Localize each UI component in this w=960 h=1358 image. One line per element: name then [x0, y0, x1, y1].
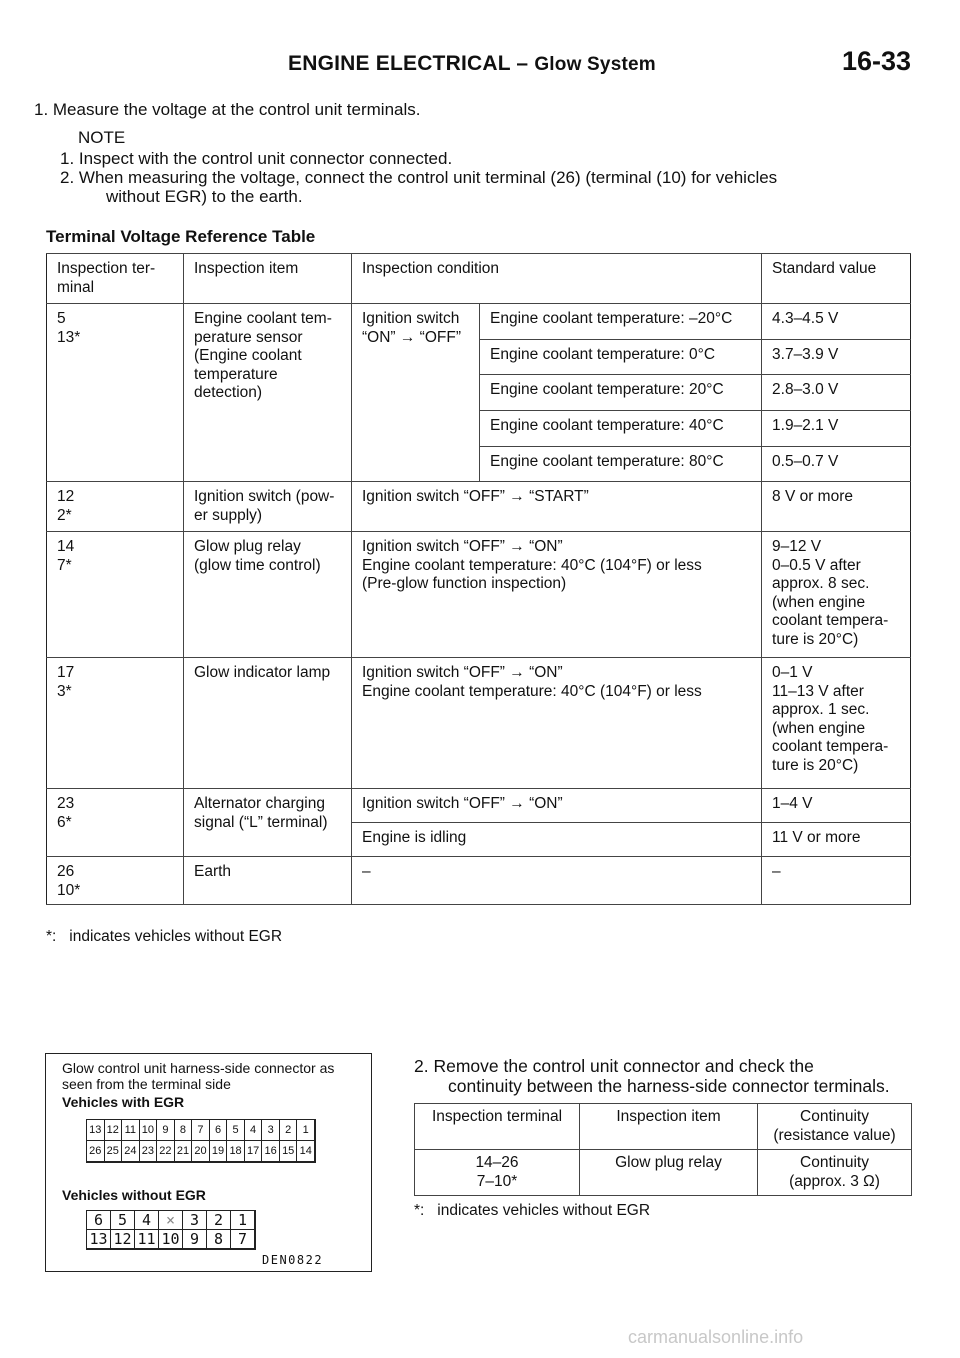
connector-figure-title: Glow control unit harness-side connector as seen from the terminal side	[62, 1060, 335, 1092]
table-row	[47, 857, 911, 905]
row-5-sub-1-value: 1–4 V	[762, 789, 911, 823]
connector-pin: 3	[262, 1120, 280, 1141]
connector-pin: 5	[227, 1120, 245, 1141]
table-row	[47, 658, 911, 789]
row-3-condition: Ignition switch “OFF” → “ON” Engine coolant temperature: 40°C (104°F) or less (Pre-glow function inspection)	[352, 532, 762, 658]
row-1-sub-2-value: 3.7–3.9 V	[762, 340, 911, 375]
connector-pin: 6	[87, 1211, 111, 1230]
connector-pin: 13	[87, 1120, 105, 1141]
connector-pin: 26	[87, 1141, 105, 1162]
row-1-sub-3-condition: Engine coolant temperature: 20°C	[480, 375, 762, 411]
connector-pin: 17	[245, 1141, 263, 1162]
note-label: NOTE	[78, 128, 126, 147]
row-4-condition: Ignition switch “OFF” → “ON” Engine coolant temperature: 40°C (104°F) or less	[352, 658, 762, 789]
egr-label: Vehicles with EGR	[62, 1094, 185, 1110]
row-5-terminal: 23 6*	[47, 789, 184, 857]
step-2-line-1: 2. Remove the control unit connector and check the	[414, 1056, 814, 1076]
connector-pin: 1	[297, 1120, 315, 1141]
step-2-line-2: continuity between the harness-side connector terminals.	[448, 1076, 890, 1096]
table-row	[47, 789, 911, 823]
footnote: *: indicates vehicles without EGR	[46, 928, 283, 945]
ct-continuity: Continuity (approx. 3 Ω)	[758, 1150, 912, 1196]
connector-pin: 18	[227, 1141, 245, 1162]
connector-pin: 13	[87, 1230, 111, 1249]
terminal-voltage-table	[46, 253, 911, 905]
connector-pin: 1	[231, 1211, 255, 1230]
connector-pin: 12	[105, 1120, 123, 1141]
page-header-title	[288, 52, 656, 76]
row-2-value: 8 V or more	[762, 482, 911, 532]
page-number: 16-33	[842, 46, 912, 76]
no-egr-connector-diagram	[86, 1210, 256, 1250]
row-6-value: –	[762, 857, 911, 905]
connector-pin: 7	[231, 1230, 255, 1249]
table-row	[47, 532, 911, 658]
footnote-2: *: indicates vehicles without EGR	[414, 1202, 651, 1219]
row-1-sub-2-condition: Engine coolant temperature: 0°C	[480, 340, 762, 375]
connector-pin: 4	[135, 1211, 159, 1230]
row-5-sub-1-condition: Ignition switch “OFF” → “ON”	[352, 789, 762, 823]
connector-pin: 9	[157, 1120, 175, 1141]
connector-blank-pin: ×	[159, 1211, 183, 1230]
table-title: Terminal Voltage Reference Table	[46, 227, 316, 246]
connector-pin: 15	[280, 1141, 298, 1162]
connector-pin: 23	[140, 1141, 158, 1162]
ct-header-continuity: Continuity (resistance value)	[758, 1104, 912, 1150]
header-terminal: Inspection ter- minal	[47, 254, 184, 304]
row-6-terminal: 26 10*	[47, 857, 184, 905]
watermark: carmanualsonline.info	[628, 1327, 804, 1347]
connector-pin: 14	[297, 1141, 315, 1162]
table-row	[47, 482, 911, 532]
row-1-sub-4-value: 1.9–2.1 V	[762, 411, 911, 447]
row-5-sub-2-condition: Engine is idling	[352, 823, 762, 857]
note-2-line-2: without EGR) to the earth.	[106, 187, 303, 206]
row-4-item: Glow indicator lamp	[184, 658, 352, 789]
row-5-item: Alternator charging signal (“L” terminal)	[184, 789, 352, 857]
row-1-sub-3-value: 2.8–3.0 V	[762, 375, 911, 411]
ct-item: Glow plug relay	[580, 1150, 758, 1196]
header-condition: Inspection condition	[352, 254, 762, 304]
row-2-condition: Ignition switch “OFF” → “START”	[352, 482, 762, 532]
header-item: Inspection item	[184, 254, 352, 304]
row-6-condition: –	[352, 857, 762, 905]
connector-pin: 4	[245, 1120, 263, 1141]
connector-pin: 5	[111, 1211, 135, 1230]
row-1-sub-1-value: 4.3–4.5 V	[762, 304, 911, 340]
row-1-sub-1-condition: Engine coolant temperature: –20°C	[480, 304, 762, 340]
connector-pin: 3	[183, 1211, 207, 1230]
connector-pin: 8	[175, 1120, 193, 1141]
table-row	[47, 304, 911, 340]
row-5-sub-2-value: 11 V or more	[762, 823, 911, 857]
row-1-sub-4-condition: Engine coolant temperature: 40°C	[480, 411, 762, 447]
header-standard: Standard value	[762, 254, 911, 304]
row-3-terminal: 14 7*	[47, 532, 184, 658]
connector-pin: 12	[111, 1230, 135, 1249]
ct-header-item: Inspection item	[580, 1104, 758, 1150]
connector-pin: 7	[192, 1120, 210, 1141]
table-row	[415, 1150, 912, 1196]
row-2-terminal: 12 2*	[47, 482, 184, 532]
connector-pin: 8	[207, 1230, 231, 1249]
section-subtitle: Glow System	[534, 54, 656, 75]
note-2-line-1: 2. When measuring the voltage, connect the control unit terminal (26) (terminal (10) for vehicles	[60, 168, 778, 187]
connector-pin: 16	[262, 1141, 280, 1162]
figure-code: DEN0822	[262, 1253, 324, 1267]
connector-pin: 2	[207, 1211, 231, 1230]
egr-connector-diagram	[86, 1119, 316, 1163]
row-4-value: 0–1 V 11–13 V after approx. 1 sec. (when engine coolant tempera- ture is 20°C)	[762, 658, 911, 789]
connector-pin: 11	[122, 1120, 140, 1141]
row-4-terminal: 17 3*	[47, 658, 184, 789]
row-1-sub-5-condition: Engine coolant temperature: 80°C	[480, 447, 762, 482]
connector-pin: 21	[175, 1141, 193, 1162]
connector-pin: 19	[210, 1141, 228, 1162]
step-1-text: 1. Measure the voltage at the control unit terminals.	[34, 100, 421, 119]
continuity-table	[414, 1103, 912, 1196]
connector-pin: 6	[210, 1120, 228, 1141]
section-title: ENGINE ELECTRICAL –	[288, 52, 529, 75]
continuity-header-row	[415, 1104, 912, 1150]
row-3-value: 9–12 V 0–0.5 V after approx. 8 sec. (when engine coolant tempera- ture is 20°C)	[762, 532, 911, 658]
row-1-condition-main: Ignition switch “ON” → “OFF”	[352, 304, 480, 482]
connector-pin: 10	[159, 1230, 183, 1249]
connector-pin: 9	[183, 1230, 207, 1249]
note-1: 1. Inspect with the control unit connector connected.	[60, 149, 453, 168]
table-header-row	[47, 254, 911, 304]
row-6-item: Earth	[184, 857, 352, 905]
row-1-sub-5-value: 0.5–0.7 V	[762, 447, 911, 482]
connector-pin: 25	[105, 1141, 123, 1162]
connector-pin: 11	[135, 1230, 159, 1249]
row-1-item: Engine coolant tem- perature sensor (Engine coolant temperature detection)	[184, 304, 352, 482]
connector-pin: 2	[280, 1120, 298, 1141]
row-3-item: Glow plug relay (glow time control)	[184, 532, 352, 658]
ct-terminal: 14–26 7–10*	[415, 1150, 580, 1196]
connector-pin: 22	[157, 1141, 175, 1162]
connector-pin: 20	[192, 1141, 210, 1162]
connector-figure	[45, 1053, 372, 1272]
row-2-item: Ignition switch (pow- er supply)	[184, 482, 352, 532]
ct-header-terminal: Inspection terminal	[415, 1104, 580, 1150]
no-egr-label: Vehicles without EGR	[62, 1187, 206, 1203]
row-1-terminal: 5 13*	[47, 304, 184, 482]
connector-pin: 10	[140, 1120, 158, 1141]
connector-pin: 24	[122, 1141, 140, 1162]
